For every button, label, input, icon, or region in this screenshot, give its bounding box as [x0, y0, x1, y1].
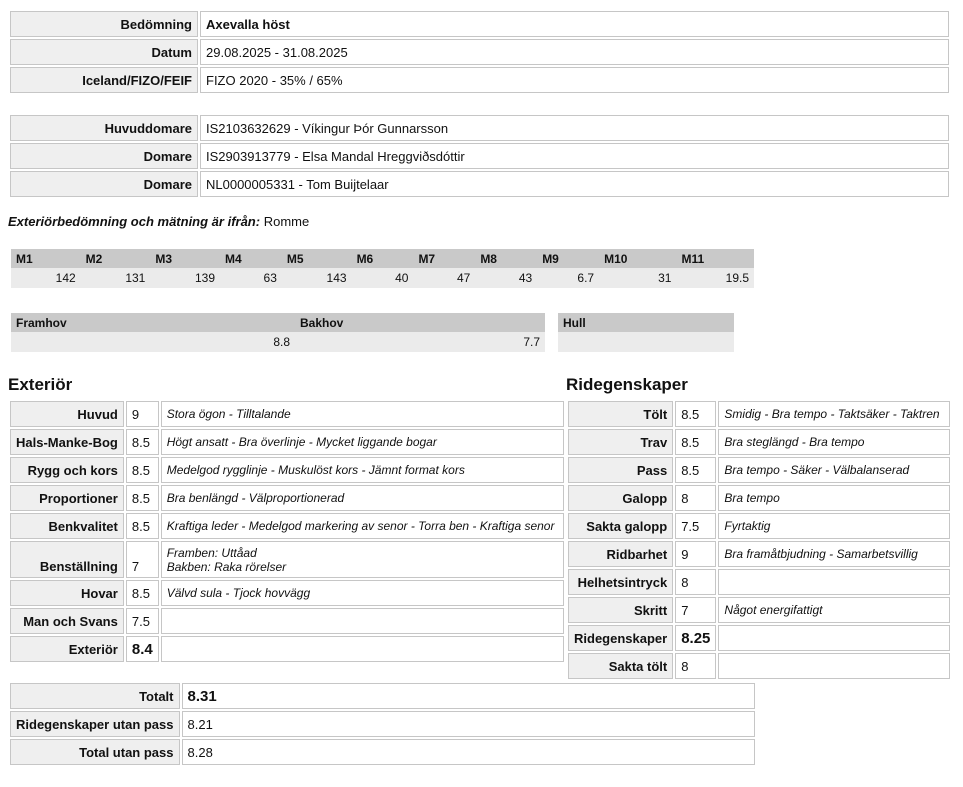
info-row: [10, 67, 949, 93]
score-label: Hals-Manke-Bog: [10, 429, 124, 455]
judge-name: IS2103632629 - Víkingur Þór Gunnarsson: [200, 115, 949, 141]
score-value: 8.5: [126, 429, 159, 455]
total-label: Totalt: [10, 683, 180, 709]
score-comment: Välvd sula - Tjock hovvägg: [161, 580, 564, 606]
score-value: 8.5: [126, 457, 159, 483]
score-value: 7.5: [675, 513, 716, 539]
measurement-header: M8: [475, 249, 537, 268]
score-row: [568, 513, 950, 539]
score-comment: [718, 653, 950, 679]
score-label: Huvud: [10, 401, 124, 427]
score-row: [568, 541, 950, 567]
score-row: [10, 541, 564, 578]
assessment-info-table: [8, 9, 951, 95]
measurement-value: 139: [150, 268, 220, 288]
judge-row: [10, 171, 949, 197]
score-comment: Smidig - Bra tempo - Taktsäker - Taktren: [718, 401, 950, 427]
measurement-header: M3: [150, 249, 220, 268]
info-label: Bedömning: [10, 11, 198, 37]
score-label: Benställning: [10, 541, 124, 578]
score-value: 7: [675, 597, 716, 623]
score-comment: Bra benlängd - Välproportionerad: [161, 485, 564, 511]
score-label: Sakta galopp: [568, 513, 673, 539]
measurement-header: M5: [282, 249, 352, 268]
score-comment: Högt ansatt - Bra överlinje - Mycket liggande bogar: [161, 429, 564, 455]
score-value: 8: [675, 569, 716, 595]
total-value: 8.21: [182, 711, 756, 737]
score-row: [568, 653, 950, 679]
info-label: Iceland/FIZO/FEIF: [10, 67, 198, 93]
total-value: 8.28: [182, 739, 756, 765]
measurement-header: M6: [352, 249, 414, 268]
score-value: 8.25: [675, 625, 716, 651]
score-comment: [161, 636, 564, 662]
measurement-header: M10: [599, 249, 676, 268]
total-value: 8.31: [182, 683, 756, 709]
judges-table: [8, 113, 951, 199]
judge-row: [10, 115, 949, 141]
score-label: Helhetsintryck: [568, 569, 673, 595]
score-comment: Bra tempo - Säker - Välbalanserad: [718, 457, 950, 483]
score-label: Pass: [568, 457, 673, 483]
measurement-value: 31: [599, 268, 676, 288]
measurement-header: M11: [676, 249, 754, 268]
info-value: Axevalla höst: [200, 11, 949, 37]
score-comment: [718, 569, 950, 595]
riding-title: Ridegenskaper: [566, 375, 688, 394]
score-value: 9: [126, 401, 159, 427]
score-value: 8.5: [675, 401, 716, 427]
score-comment: Något energifattigt: [718, 597, 950, 623]
riding-table: [566, 399, 952, 681]
score-label: Benkvalitet: [10, 513, 124, 539]
score-row: [568, 485, 950, 511]
score-row: [568, 597, 950, 623]
judge-role: Huvuddomare: [10, 115, 198, 141]
score-value: 7.5: [126, 608, 159, 634]
info-label: Datum: [10, 39, 198, 65]
score-comment: [161, 541, 564, 578]
hoof-value: 7.7: [295, 332, 545, 352]
measurement-value: 6.7: [537, 268, 599, 288]
measurement-value: 47: [413, 268, 475, 288]
measurement-header: M2: [81, 249, 151, 268]
measurement-value: 131: [81, 268, 151, 288]
score-value: 7: [126, 541, 159, 578]
score-comment: Fyrtaktig: [718, 513, 950, 539]
score-label: Hovar: [10, 580, 124, 606]
score-label: Rygg och kors: [10, 457, 124, 483]
measurement-value: 43: [475, 268, 537, 288]
info-row: [10, 39, 949, 65]
score-label: Sakta tölt: [568, 653, 673, 679]
hull-value: [558, 332, 734, 352]
score-value: 8.5: [126, 485, 159, 511]
score-label: Galopp: [568, 485, 673, 511]
score-comment: [161, 608, 564, 634]
score-row: [10, 608, 564, 634]
score-comment: Bra tempo: [718, 485, 950, 511]
info-value: 29.08.2025 - 31.08.2025: [200, 39, 949, 65]
hull-table: [558, 313, 734, 352]
totals-table: [8, 681, 757, 767]
total-label: Total utan pass: [10, 739, 180, 765]
info-value: FIZO 2020 - 35% / 65%: [200, 67, 949, 93]
score-label: Ridegenskaper: [568, 625, 673, 651]
judge-name: IS2903913779 - Elsa Mandal Hreggviðsdóttir: [200, 143, 949, 169]
score-label: Trav: [568, 429, 673, 455]
total-row: [10, 739, 755, 765]
measurements-table: [11, 249, 754, 288]
hooves-table: [11, 313, 545, 352]
total-row: [10, 683, 755, 709]
judge-role: Domare: [10, 171, 198, 197]
score-value: 8.5: [675, 457, 716, 483]
total-label: Ridegenskaper utan pass: [10, 711, 180, 737]
score-value: 8.4: [126, 636, 159, 662]
exterior-title: Exteriör: [8, 375, 73, 394]
score-row: [568, 569, 950, 595]
score-row: [568, 625, 950, 651]
score-row: [10, 485, 564, 511]
score-row: [10, 636, 564, 662]
hull-header: Hull: [558, 313, 734, 332]
hoof-header: Bakhov: [295, 313, 545, 332]
score-label: Exteriör: [10, 636, 124, 662]
measurement-value: 19.5: [676, 268, 754, 288]
hoof-header: Framhov: [11, 313, 295, 332]
measurement-origin-label: Exteriörbedömning och mätning är ifrån:: [8, 214, 261, 229]
score-row: [10, 457, 564, 483]
score-label: Proportioner: [10, 485, 124, 511]
score-comment: Stora ögon - Tilltalande: [161, 401, 564, 427]
measurement-header: M7: [413, 249, 475, 268]
score-row: [568, 401, 950, 427]
score-value: 8: [675, 485, 716, 511]
score-row: [568, 429, 950, 455]
score-value: 8: [675, 653, 716, 679]
measurement-value: 63: [220, 268, 282, 288]
score-label: Tölt: [568, 401, 673, 427]
score-row: [10, 580, 564, 606]
score-comment: Medelgod rygglinje - Muskulöst kors - Jämnt format kors: [161, 457, 564, 483]
score-label: Ridbarhet: [568, 541, 673, 567]
score-comment: Kraftiga leder - Medelgod markering av senor - Torra ben - Kraftiga senor: [161, 513, 564, 539]
total-row: [10, 711, 755, 737]
measurement-value: 143: [282, 268, 352, 288]
score-value: 8.5: [675, 429, 716, 455]
measurement-origin: [8, 214, 309, 229]
judge-role: Domare: [10, 143, 198, 169]
exterior-table: [8, 399, 566, 664]
score-row: [10, 513, 564, 539]
measurement-value: 142: [11, 268, 81, 288]
measurement-header: M1: [11, 249, 81, 268]
score-value: 9: [675, 541, 716, 567]
score-comment: Bra steglängd - Bra tempo: [718, 429, 950, 455]
measurement-value: 40: [352, 268, 414, 288]
info-row: [10, 11, 949, 37]
judge-row: [10, 143, 949, 169]
score-value: 8.5: [126, 580, 159, 606]
score-row: [10, 401, 564, 427]
measurement-origin-value: Romme: [263, 214, 310, 229]
measurement-header: M9: [537, 249, 599, 268]
score-value: 8.5: [126, 513, 159, 539]
score-comment-line: Bakben: Raka rörelser: [166, 559, 287, 574]
score-label: Skritt: [568, 597, 673, 623]
score-comment: [718, 625, 950, 651]
score-label: Man och Svans: [10, 608, 124, 634]
judge-name: NL0000005331 - Tom Buijtelaar: [200, 171, 949, 197]
score-row: [568, 457, 950, 483]
score-comment-line: Framben: Uttåad: [166, 545, 257, 560]
score-comment: Bra framåtbjudning - Samarbetsvillig: [718, 541, 950, 567]
measurement-header: M4: [220, 249, 282, 268]
score-row: [10, 429, 564, 455]
hoof-value: 8.8: [11, 332, 295, 352]
